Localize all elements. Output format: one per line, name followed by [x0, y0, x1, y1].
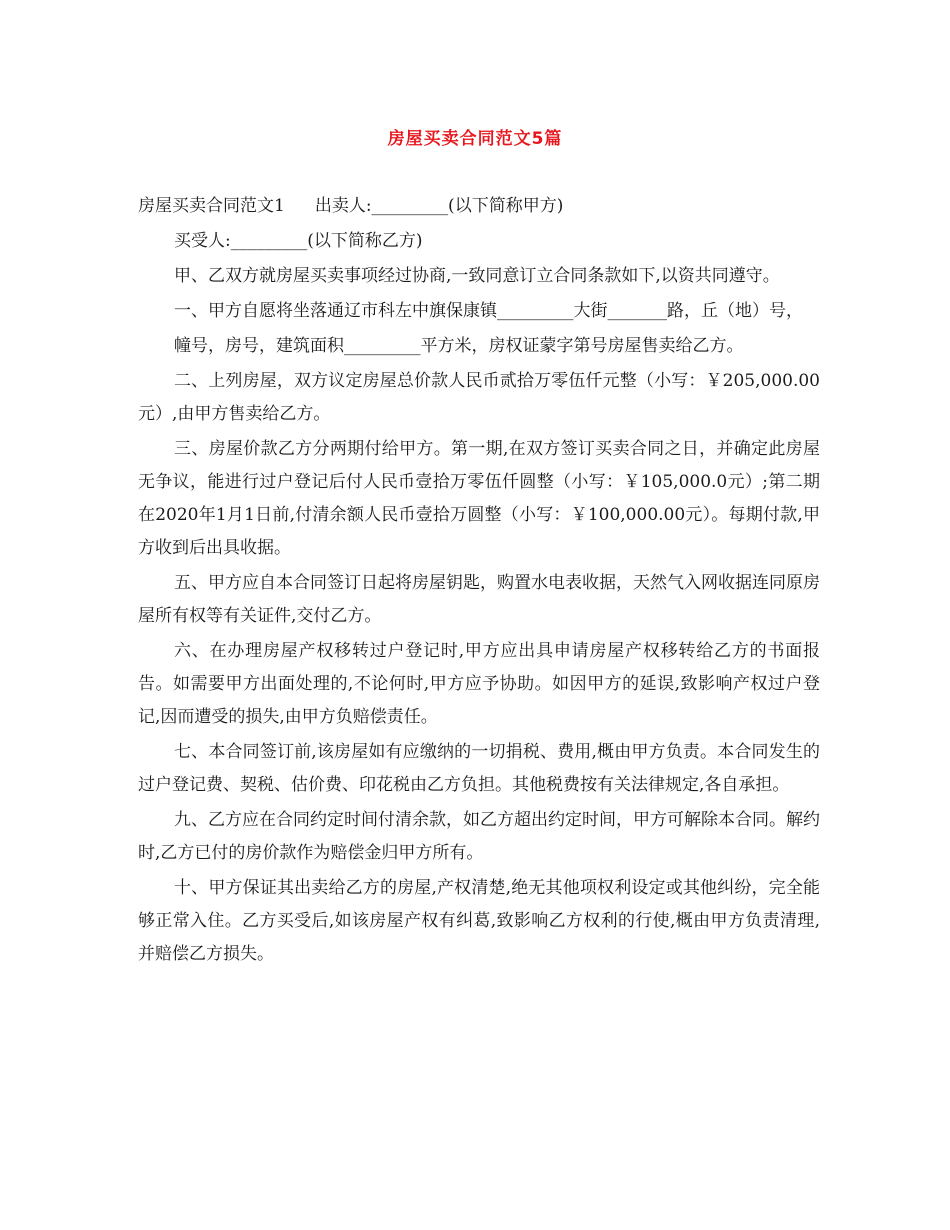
seller-line: 出卖人:_________(以下简称甲方) — [314, 196, 564, 216]
document-body — [138, 190, 820, 973]
paragraph-buyer: 买受人:_________(以下简称乙方) — [174, 231, 423, 251]
paragraph-clause-1: 一、甲方自愿将坐落通辽市科左中旗保康镇_________大街_______路，丘（地）号， — [174, 301, 803, 321]
paragraph-intro: 甲、乙双方就房屋买卖事项经过协商,一致同意订立合同条款如下,以资共同遵守。 — [174, 266, 780, 286]
contract-label: 房屋买卖合同范文1 — [138, 196, 285, 216]
heading-line — [138, 190, 820, 223]
paragraph-clause-3: 三、房屋价款乙方分两期付给甲方。第一期,在双方签订买卖合同之日，并确定此房屋无争议，能进行过户登记后付人民币壹拾万零伍仟圆整（小写：￥105,000.0元）;第二期在2020年1月1日前,付清余额人民币壹拾万圆整（小写：￥100,000.00元）。每期付款,甲方收到后出具收据。 — [138, 439, 820, 558]
paragraph-clause-7: 七、本合同签订前,该房屋如有应缴纳的一切捐税、费用,概由甲方负责。本合同发生的过户登记费、契税、估价费、印花税由乙方负担。其他税费按有关法律规定,各自承担。 — [138, 742, 820, 795]
paragraph-clause-6: 六、在办理房屋产权移转过户登记时,甲方应出具申请房屋产权移转给乙方的书面报告。如需要甲方出面处理的,不论何时,甲方应予协助。如因甲方的延误,致影响产权过户登记,因而遭受的损失,由甲方负赔偿责任。 — [138, 641, 820, 727]
paragraph-clause-1-cont: 幢号，房号，建筑面积_________平方米，房权证蒙字第号房屋售卖给乙方。 — [174, 336, 744, 356]
paragraph-clause-9: 九、乙方应在合同约定时间付清余款，如乙方超出约定时间，甲方可解除本合同。解约时,乙方已付的房价款作为赔偿金归甲方所有。 — [138, 810, 820, 863]
paragraph-clause-5: 五、甲方应自本合同签订日起将房屋钥匙，购置水电表收据，天然气入网收据连同原房屋所有权等有关证件,交付乙方。 — [138, 573, 820, 626]
paragraph-clause-10: 十、甲方保证其出卖给乙方的房屋,产权清楚,绝无其他项权利设定或其他纠纷，完全能够正常入住。乙方买受后,如该房屋产权有纠葛,致影响乙方权利的行使,概由甲方负责清理,并赔偿乙方损失。 — [138, 878, 820, 964]
paragraph-clause-2: 二、上列房屋，双方议定房屋总价款人民币贰拾万零伍仟元整（小写：￥205,000.00元）,由甲方售卖给乙方。 — [138, 371, 820, 424]
document-title: 房屋买卖合同范文5篇 — [387, 129, 563, 149]
